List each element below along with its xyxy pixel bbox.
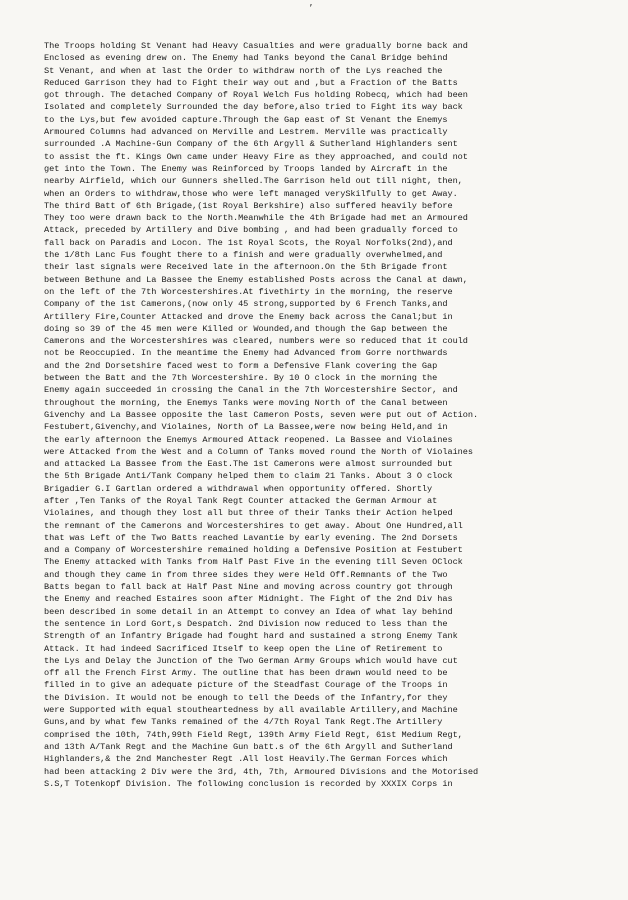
text-line: surrounded .A Machine-Gun Company of the 6th Argyll & Sutherland Highlanders sent [44, 139, 458, 150]
text-line: Camerons and the Worcestershires was cleared, numbers were so reduced that it could [44, 336, 468, 347]
text-line: that was Left of the Two Batts reached Lavantie by early evening. The 2nd Dorsets [44, 532, 458, 543]
text-line: had been attacking 2 Div were the 3rd, 4th, 7th, Armoured Divisions and the Motorised [44, 766, 479, 777]
text-line: and attacked La Bassee from the East.The 1st Camerons were almost surrounded but [44, 459, 453, 470]
text-line: Reduced Garrison they had to Fight their way out and ,but a Fraction of the Batts [44, 77, 458, 88]
text-line: Guns,and by what few Tanks remained of the 4/7th Royal Tank Regt.The Artillery [44, 717, 443, 728]
text-line: Armoured Columns had advanced on Merville and Lestrem. Merville was practically [44, 127, 448, 138]
text-line: the 5th Brigade Anti/Tank Company helped them to claim 21 Tanks. About 3 O clock [44, 471, 453, 482]
text-line: were Attacked from the West and a Column of Tanks moved round the North of Violaines [44, 446, 473, 457]
text-line: Givenchy and La Bassee opposite the last Cameron Posts, seven were put out of Action. [44, 409, 479, 420]
text-line: They too were drawn back to the North.Meanwhile the 4th Brigade had met an Armoured [44, 213, 468, 224]
text-line: S.S,T Totenkopf Division. The following conclusion is recorded by XXXIX Corps in [44, 778, 453, 789]
text-line: Attack. It had indeed Sacrificed Itself to keep open the Line of Retirement to [44, 643, 443, 654]
text-line: and a Company of Worcestershire remained holding a Defensive Position at Festubert [44, 545, 463, 556]
text-line: Festubert,Givenchy,and Violaines, North of La Bassee,were now being Held,and in [44, 422, 448, 433]
text-line: and the 2nd Dorsetshire faced west to form a Defensive Flank covering the Gap [44, 360, 438, 371]
text-line: the early afternoon the Enemys Armoured Attack reopened. La Bassee and Violaines [44, 434, 453, 445]
text-line: get into the Town. The Enemy was Reinforced by Troops landed by Aircraft in the [44, 163, 448, 174]
typewritten-text-block [44, 40, 606, 790]
text-line: their last signals were Received late in the afternoon.On the 5th Brigade front [44, 262, 448, 273]
text-line: were Supported with equal stoutheartedness by all available Artillery,and Machine [44, 705, 458, 716]
text-line: Highlanders,& the 2nd Manchester Regt .All lost Heavily.The German Forces which [44, 754, 448, 765]
text-line: Attack, preceded by Artillery and Dive bombing , and had been gradually forced to [44, 225, 458, 236]
text-line: The third Batt of 6th Brigade,(1st Royal Berkshire) also suffered heavily before [44, 200, 453, 211]
text-line: to assist the ft. Kings Own came under Heavy Fire as they approached, and could not [44, 151, 468, 162]
text-line: St Venant, and when at last the Order to withdraw north of the Lys reached the [44, 65, 443, 76]
text-line: Strength of an Infantry Brigade had fought hard and sustained a strong Enemy Tank [44, 631, 458, 642]
text-line: when an Orders to withdraw,those who were left managed verySkilfully to get Away. [44, 188, 458, 199]
text-line: off all the French First Army. The outline that has been drawn would need to be [44, 668, 448, 679]
text-line: the sentence in Lord Gort,s Despatch. 2nd Division now reduced to less than the [44, 618, 448, 629]
text-line: the remnant of the Camerons and Worcestershires to get away. About One Hundred,all [44, 520, 463, 531]
text-line: the Division. It would not be enough to tell the Deeds of the Infantry,for they [44, 692, 448, 703]
text-line: been described in some detail in an Attempt to convey an Idea of what lay behind [44, 606, 453, 617]
text-line: Brigadier G.I Gartlan ordered a withdrawal when opportunity offered. Shortly [44, 483, 433, 494]
text-line: after ,Ten Tanks of the Royal Tank Regt Counter attacked the German Armour at [44, 495, 438, 506]
text-line: between Bethune and La Bassee the Enemy established Posts across the Canal at dawn, [44, 274, 468, 285]
text-line: doing so 39 of the 45 men were Killed or Wounded,and though the Gap between the [44, 323, 448, 334]
text-line: nearby Airfield, which our Gunners shelled.The Garrison held out till night, then, [44, 176, 463, 187]
text-line: Enemy again succeeded in crossing the Canal in the 7th Worcestershire Sector, and [44, 385, 458, 396]
text-line: Artillery Fire,Counter Attacked and drove the Enemy back across the Canal;but in [44, 311, 453, 322]
text-line: the Lys and Delay the Junction of the Two German Army Groups which would have cut [44, 655, 458, 666]
text-line: the 1/8th Lanc Fus fought there to a finish and were gradually overwhelmed,and [44, 250, 443, 261]
text-line: comprised the 10th, 74th,99th Field Regt, 139th Army Field Regt, 61st Medium Regt, [44, 729, 463, 740]
text-line: not be Reoccupied. In the meantime the Enemy had Advanced from Gorre northwards [44, 348, 448, 359]
text-line: and 13th A/Tank Regt and the Machine Gun batt.s of the 6th Argyll and Sutherland [44, 741, 453, 752]
text-line: got through. The detached Company of Royal Welch Fus holding Robecq, which had been [44, 90, 468, 101]
text-line: throughout the morning, the Enemys Tanks were moving North of the Canal between [44, 397, 448, 408]
text-line: Violaines, and though they lost all but three of their Tanks their Action helped [44, 508, 453, 519]
text-line: Batts began to fall back at Half Past Nine and moving across country got through [44, 582, 453, 593]
text-line: fall back on Paradis and Locon. The 1st Royal Scots, the Royal Norfolks(2nd),and [44, 237, 453, 248]
text-line: on the left of the 7th Worcestershires.At fivethirty in the morning, the reserve [44, 286, 453, 297]
text-line: The Enemy attacked with Tanks from Half Past Five in the evening till Seven OClock [44, 557, 463, 568]
text-line: to the Lys,but few avoided capture.Through the Gap east of St Venant the Enemys [44, 114, 448, 125]
text-line: Isolated and completely Surrounded the day before,also tried to Fight its way back [44, 102, 463, 113]
text-line: Company of the 1st Camerons,(now only 45 strong,supported by 6 French Tanks,and [44, 299, 448, 310]
text-line: Enclosed as evening drew on. The Enemy had Tanks beyond the Canal Bridge behind [44, 53, 448, 64]
text-line: the Enemy and reached Estaires soon after Midnight. The Fight of the 2nd Div has [44, 594, 453, 605]
text-line: between the Batt and the 7th Worcestershire. By 10 O clock in the morning the [44, 373, 438, 384]
page-top-mark: ’ [308, 4, 314, 14]
text-line: The Troops holding St Venant had Heavy Casualties and were gradually borne back and [44, 41, 468, 51]
text-line: and though they came in from three sides they were Held Off.Remnants of the Two [44, 569, 448, 580]
text-line: filled in to give an adequate picture of the Steadfast Courage of the Troops in [44, 680, 448, 691]
